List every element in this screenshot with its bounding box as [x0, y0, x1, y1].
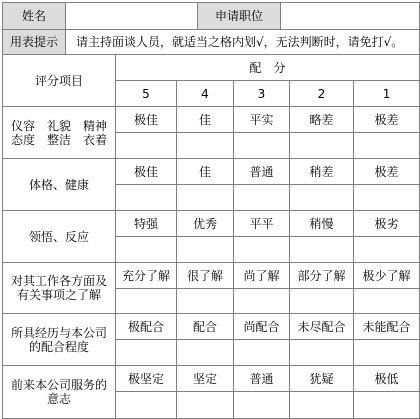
- rating-label-5: 极佳: [116, 159, 177, 185]
- rating-label-3: 尚配合: [234, 314, 290, 340]
- rating-check-cell-3[interactable]: [234, 237, 290, 263]
- criterion-label: 领悟、反应: [3, 211, 116, 263]
- rating-label-3: 平平: [234, 211, 290, 237]
- rating-label-1: 极差: [354, 107, 420, 133]
- scoring-rows: [3, 107, 420, 419]
- hint-text: 请主持面谈人员，就适当之格内划√，无法判断时，请免打√。: [66, 30, 420, 55]
- rating-check-cell-3[interactable]: [234, 392, 290, 419]
- rating-check-cell-4[interactable]: [177, 392, 234, 419]
- position-label: 申请职位: [198, 3, 281, 30]
- rating-check-cell-5[interactable]: [116, 237, 177, 263]
- rating-check-cell-1[interactable]: [354, 237, 420, 263]
- rating-check-cell-1[interactable]: [354, 185, 420, 211]
- rating-label-2: 略差: [290, 107, 354, 133]
- score-1: 1: [354, 81, 420, 107]
- rating-label-1: 极低: [354, 366, 420, 392]
- rating-label-1: 极差: [354, 159, 420, 185]
- rating-check-cell-2[interactable]: [290, 289, 354, 314]
- rating-label-4: 很了解: [177, 263, 234, 289]
- rating-check-cell-1[interactable]: [354, 392, 420, 419]
- rating-label-3: 普通: [234, 159, 290, 185]
- rating-check-cell-4[interactable]: [177, 237, 234, 263]
- rating-label-3: 平实: [234, 107, 290, 133]
- rating-label-4: 优秀: [177, 211, 234, 237]
- scoring-table: [2, 54, 420, 419]
- rating-label-2: 稍慢: [290, 211, 354, 237]
- rating-label-4: 佳: [177, 159, 234, 185]
- rating-check-cell-4[interactable]: [177, 133, 234, 159]
- rating-label-1: 极少了解: [354, 263, 420, 289]
- rating-label-5: 充分了解: [116, 263, 177, 289]
- rating-check-cell-2[interactable]: [290, 185, 354, 211]
- rating-check-cell-2[interactable]: [290, 133, 354, 159]
- rating-label-1: 极劣: [354, 211, 420, 237]
- points-header: 配 分: [116, 55, 420, 81]
- rating-label-4: 佳: [177, 107, 234, 133]
- rating-check-cell-2[interactable]: [290, 392, 354, 419]
- score-2: 2: [290, 81, 354, 107]
- rating-label-2: 未尽配合: [290, 314, 354, 340]
- rating-check-cell-5[interactable]: [116, 133, 177, 159]
- rating-label-5: 极配合: [116, 314, 177, 340]
- rating-check-cell-4[interactable]: [177, 289, 234, 314]
- rating-check-cell-4[interactable]: [177, 185, 234, 211]
- rating-label-3: 尚了解: [234, 263, 290, 289]
- rating-label-5: 极佳: [116, 107, 177, 133]
- name-label: 姓名: [3, 3, 66, 30]
- rating-check-cell-1[interactable]: [354, 289, 420, 314]
- rating-label-1: 未能配合: [354, 314, 420, 340]
- items-header: 评分项目: [3, 55, 116, 107]
- rating-check-cell-5[interactable]: [116, 392, 177, 419]
- name-field[interactable]: [66, 3, 198, 30]
- rating-check-cell-5[interactable]: [116, 340, 177, 366]
- rating-label-2: 稍差: [290, 159, 354, 185]
- rating-label-4: 配合: [177, 314, 234, 340]
- criterion-label: 仪容 礼貌 精神 态度 整洁 衣着: [3, 107, 116, 159]
- rating-check-cell-3[interactable]: [234, 340, 290, 366]
- rating-check-cell-3[interactable]: [234, 185, 290, 211]
- rating-check-cell-3[interactable]: [234, 289, 290, 314]
- rating-label-5: 极坚定: [116, 366, 177, 392]
- header-table: [2, 2, 420, 30]
- rating-check-cell-1[interactable]: [354, 340, 420, 366]
- rating-check-cell-3[interactable]: [234, 133, 290, 159]
- criterion-label: 所具经历与本公司 的配合程度: [3, 314, 116, 366]
- criterion-label: 前来本公司服务的 意志: [3, 366, 116, 419]
- rating-label-5: 特强: [116, 211, 177, 237]
- rating-label-3: 普通: [234, 366, 290, 392]
- rating-check-cell-4[interactable]: [177, 340, 234, 366]
- rating-label-2: 部分了解: [290, 263, 354, 289]
- rating-check-cell-1[interactable]: [354, 133, 420, 159]
- hint-label: 用表提示: [3, 30, 66, 55]
- rating-label-2: 犹疑: [290, 366, 354, 392]
- score-4: 4: [177, 81, 234, 107]
- rating-check-cell-2[interactable]: [290, 340, 354, 366]
- rating-check-cell-2[interactable]: [290, 237, 354, 263]
- criterion-label: 对其工作各方面及 有关事项之了解: [3, 263, 116, 314]
- rating-check-cell-5[interactable]: [116, 289, 177, 314]
- score-5: 5: [116, 81, 177, 107]
- rating-check-cell-5[interactable]: [116, 185, 177, 211]
- position-field[interactable]: [281, 3, 420, 30]
- score-3: 3: [234, 81, 290, 107]
- hint-table: [2, 29, 420, 55]
- rating-label-4: 坚定: [177, 366, 234, 392]
- criterion-label: 体格、健康: [3, 159, 116, 211]
